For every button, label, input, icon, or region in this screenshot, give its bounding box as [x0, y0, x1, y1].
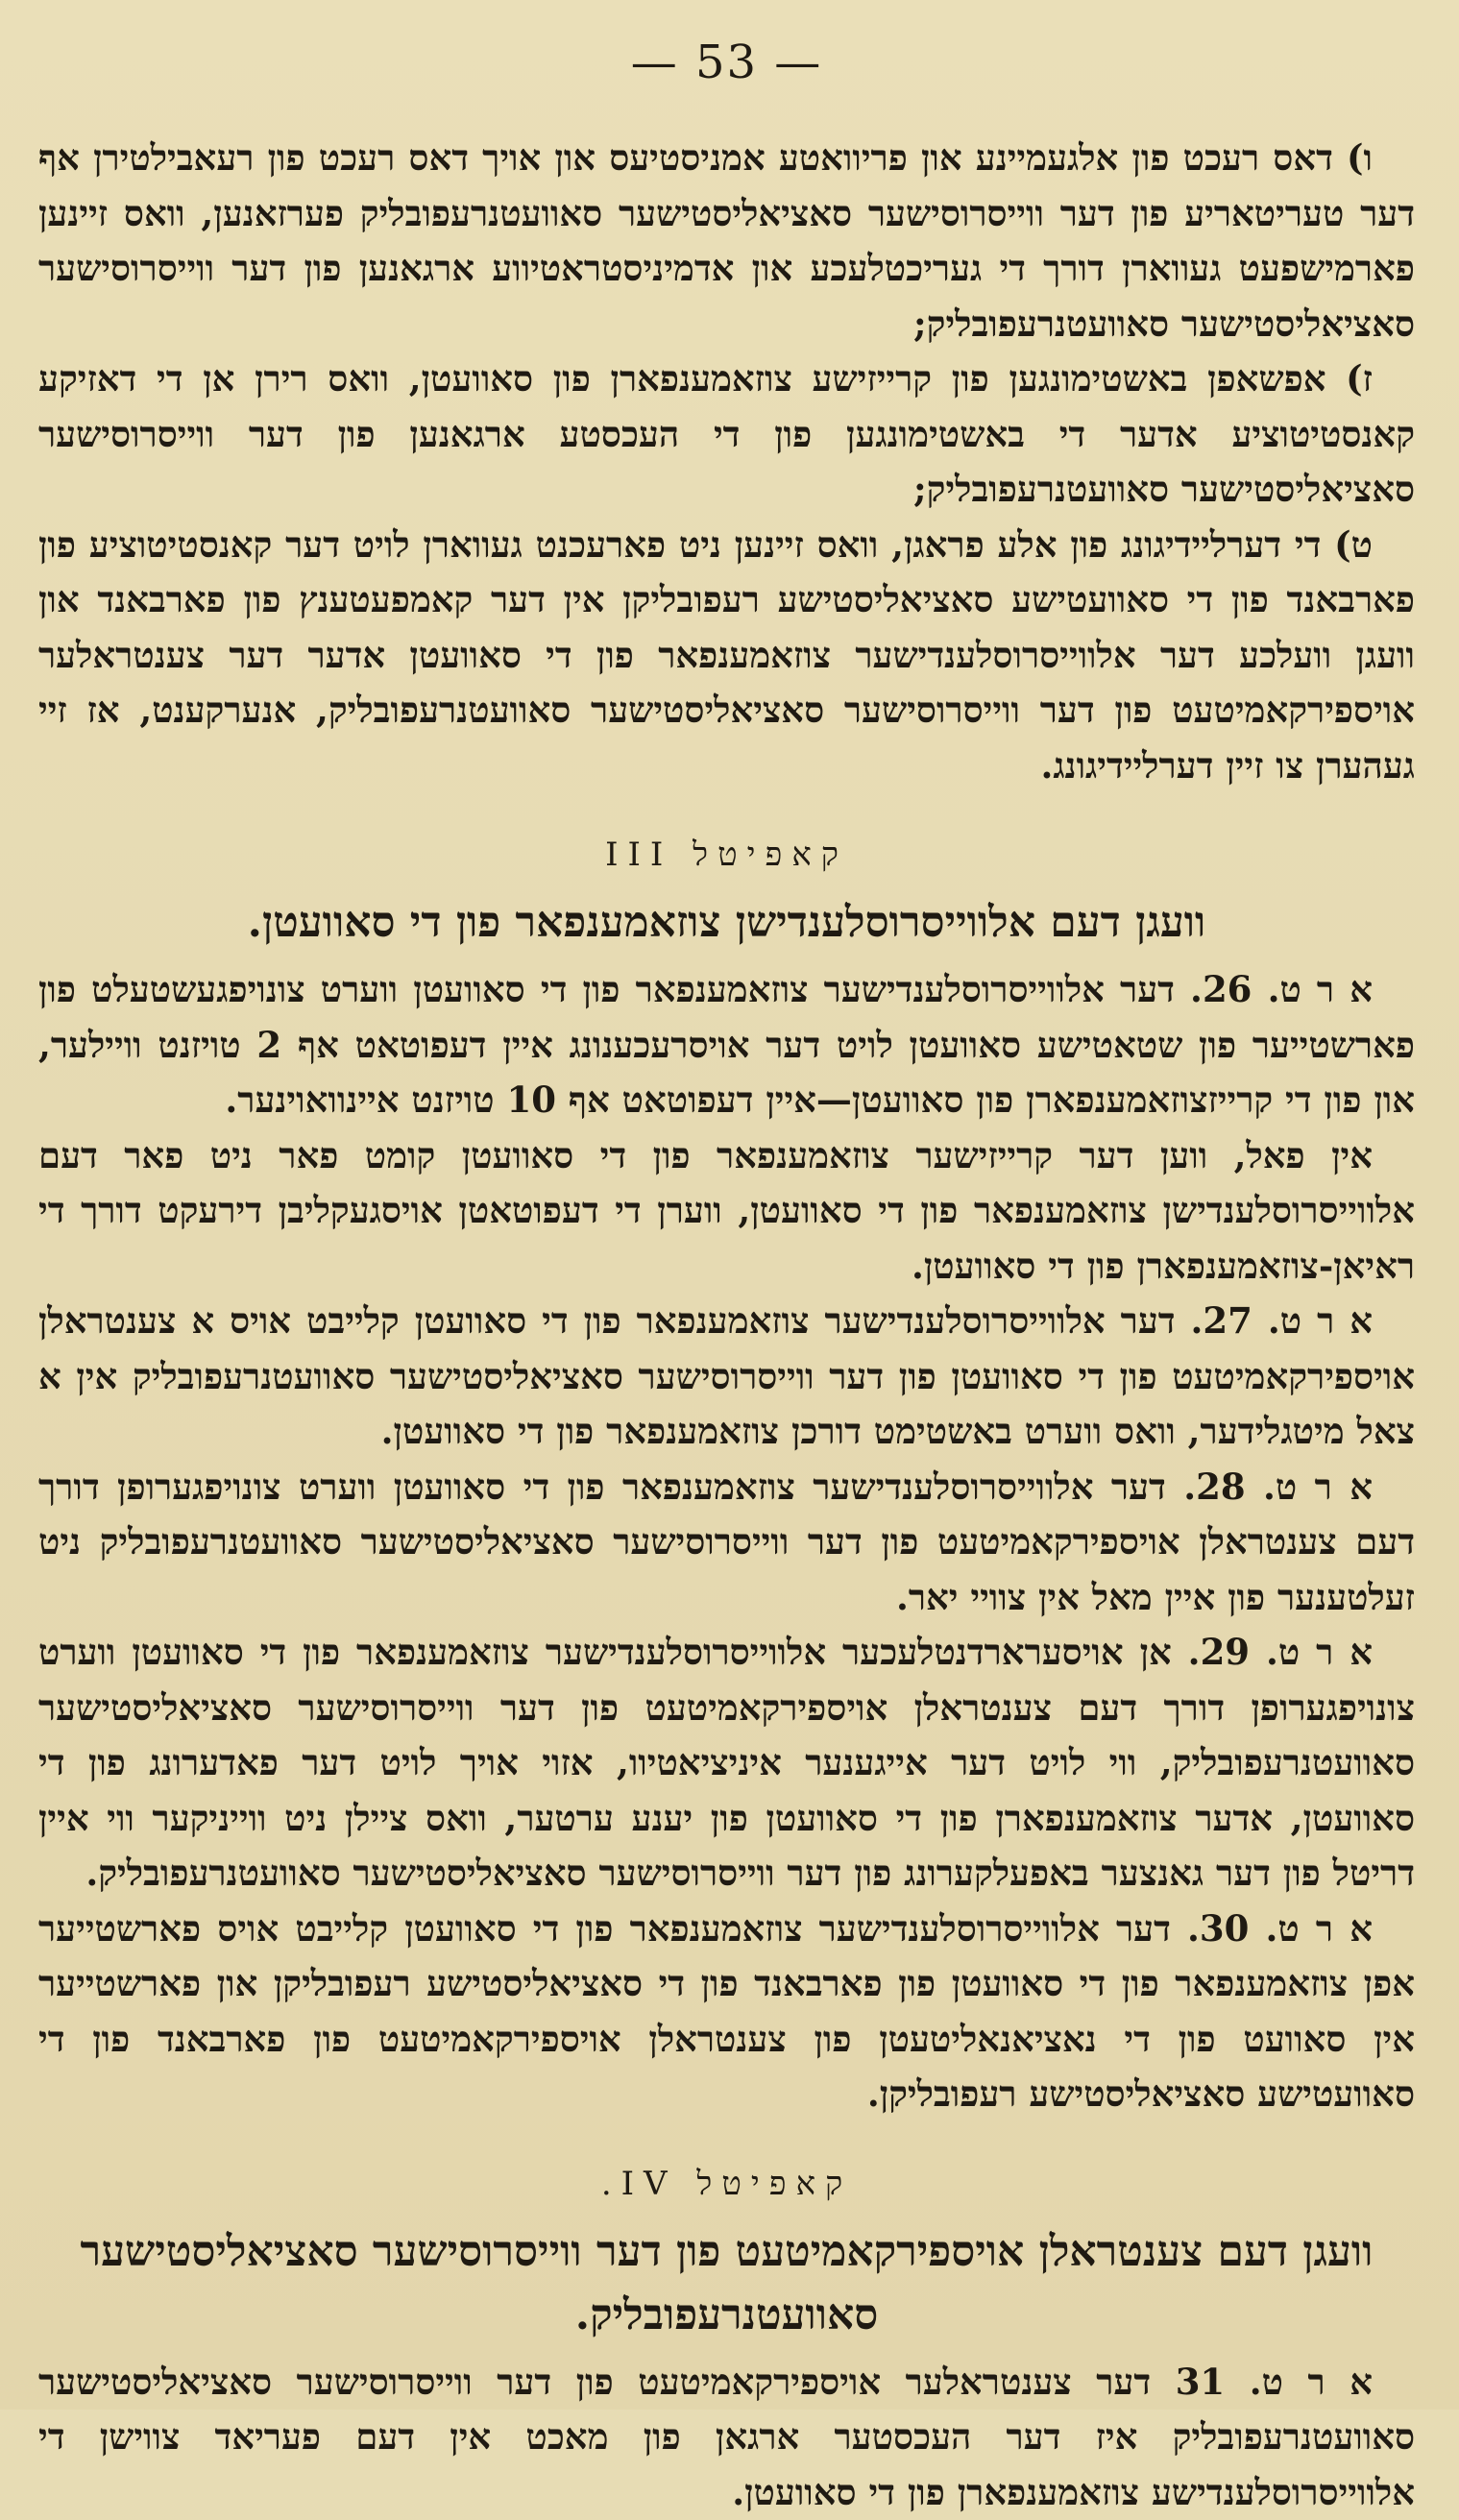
article-29: א ר ט. 29. אן אויסערארדנטלעכער אלווייסרוסלענדישער צוזאמענפאר פון די סאוועטן ווערט צונויפגערופן דורך דעם צענטראלן אויספירקאמיטעט פון דער ווייסרוסישער סאציאליסטישער סאוועטנרעפובליק, ווי לויט דער אייגענער איניציאטיוו, אזוי אויך לויט דער פאדערונג פון די סאוועטן, אדער צוזאמענפארן פון די סאוועטן פון יענע ערטער, וואס ציילן ניט ווייניקער ווי איין דריטל פון דער גאנצער באפעלקערונג פון דער ווייסרוסישער סאציאליסטישער סאוועטנרעפובליק.: [38, 1625, 1415, 1902]
article-28: א ר ט. 28. דער אלווייסרוסלענדישער צוזאמענפאר פון די סאוועטן ווערט צונויפגערופן דורך דעם צענטראלן אויספירקאמיטעט פון דער ווייסרוסישער סאציאליסטישער סאוועטנרעפובליק ניט זעלטענער פון איין מאל אין צוויי יאר.: [38, 1460, 1415, 1626]
paragraph-clause-v: ו) דאס רעכט פון אלגעמיינע און פריוואטע אמניסטיעס און אויך דאס רעכט פון רעאבילטירן אף דער טעריטאריע פון דער ווייסרוסישער סאציאליסטישער סאוועטנרעפובליק פערזאנען, וואס זיינען פארמישפעט געווארן דורך די געריכטלעכע און אדמיניסטראטיווע ארגאנען פון דער ווייסרוסישער סאציאליסטישער סאוועטנרעפובליק;: [38, 131, 1415, 351]
chapter-4-title: וועגן דעם צענטראלן אויספירקאמיטעט פון דער ווייסרוסישער סאציאליסטישער סאוועטנרעפובליק.: [38, 2220, 1415, 2347]
article-27: א ר ט. 27. דער אלווייסרוסלענדישער צוזאמענפאר פון די סאוועטן קלייבט אויס א צענטראלן אויספירקאמיטעט פון די סאוועטן פון דער ווייסרוסישער סאציאליסטישער סאוועטנרעפובליק אין א צאל מיטגלידער, וואס ווערט באשטימט דורכן צוזאמענפאר פון די סאוועטן.: [38, 1294, 1415, 1460]
article-26-continuation: אין פאל, ווען דער קרייזישער צוזאמענפאר פון די סאוועטן קומט פאר ניט פאר דעם אלווייסרוסלענדישן צוזאמענפאר פון די סאוועטן, ווערן די דעפוטאטן אויסגעקליבן דירעקט דורך די ראיאן-צוזאמענפארן פון די סאוועטן.: [38, 1128, 1415, 1295]
chapter-4-label: קאפיטל IV.: [38, 2157, 1415, 2211]
paragraph-clause-z: ז) אפשאפן באשטימונגען פון קרייזישע צוזאמענפארן פון סאוועטן, וואס רירן אן די דאזיקע קאנסטיטוציע אדער די באשטימונגען פון די העכסטע ארגאנען פון דער ווייסרוסישער סאציאליסטישער סאוועטנרעפובליק;: [38, 351, 1415, 518]
chapter-3-title: וועגן דעם אלווייסרוסלענדישן צוזאמענפאר פון די סאוועטן.: [38, 891, 1415, 955]
body-text: [38, 131, 1415, 2520]
article-30: א ר ט. 30. דער אלווייסרוסלענדישער צוזאמענפאר פון די סאוועטן קלייבט אויס פארשטייער אפן צוזאמענפאר פון די סאוועטן פון פארבאנד פון די סאציאליסטישע רעפובליקן און פארשטייער אין סאוועט פון די נאציאנאליטעטן פון צענטראלן אויספירקאמיטעט פון פארבאנד פון די סאוועטישע סאציאליסטישע רעפובליקן.: [38, 1902, 1415, 2122]
paragraph-clause-t: ט) די דערליידיגונג פון אלע פראגן, וואס זיינען ניט פארעכנט געווארן לויט דער קאנסטיטוציע פון פארבאנד פון די סאוועטישע סאציאליסטישע רעפובליקן אין דער קאמפעטענץ פון פארבאנד און וועגן וועלכע דער אלווייסרוסלענדישער צוזאמענפאר פון די סאוועטן אדער דער צענטראלער אויספירקאמיטעט פון דער ווייסרוסישער סאציאליסטישער סאוועטנרעפובליק, אנערקענט, אז זיי געהערן צו זיין דערליידיגונג.: [38, 518, 1415, 794]
article-26: א ר ט. 26. דער אלווייסרוסלענדישער צוזאמענפאר פון די סאוועטן ווערט צונויפגעשטעלט פון פארשטייער פון שטאטישע סאוועטן לויט דער אויסרעכענונג איין דעפוטאט אף 2 טויזנט וויילער, און פון די קרייזצוזאמענפארן פון סאוועטן—איין דעפוטאט אף 10 טויזנט איינוואוינער.: [38, 962, 1415, 1128]
article-31: א ר ט. 31 דער צענטראלער אויספירקאמיטעט פון דער ווייסרוסישער סאציאליסטישער סאוועטנרעפובליק איז דער העכסטער ארגאן פון מאכט אין דעם פעריאד צווישן די אלווייסרוסלענדישע צוזאמענפארן פון די סאוועטן.: [38, 2355, 1415, 2520]
page-number: — 53 —: [38, 29, 1415, 96]
chapter-3-label: קאפיטל III: [38, 828, 1415, 882]
